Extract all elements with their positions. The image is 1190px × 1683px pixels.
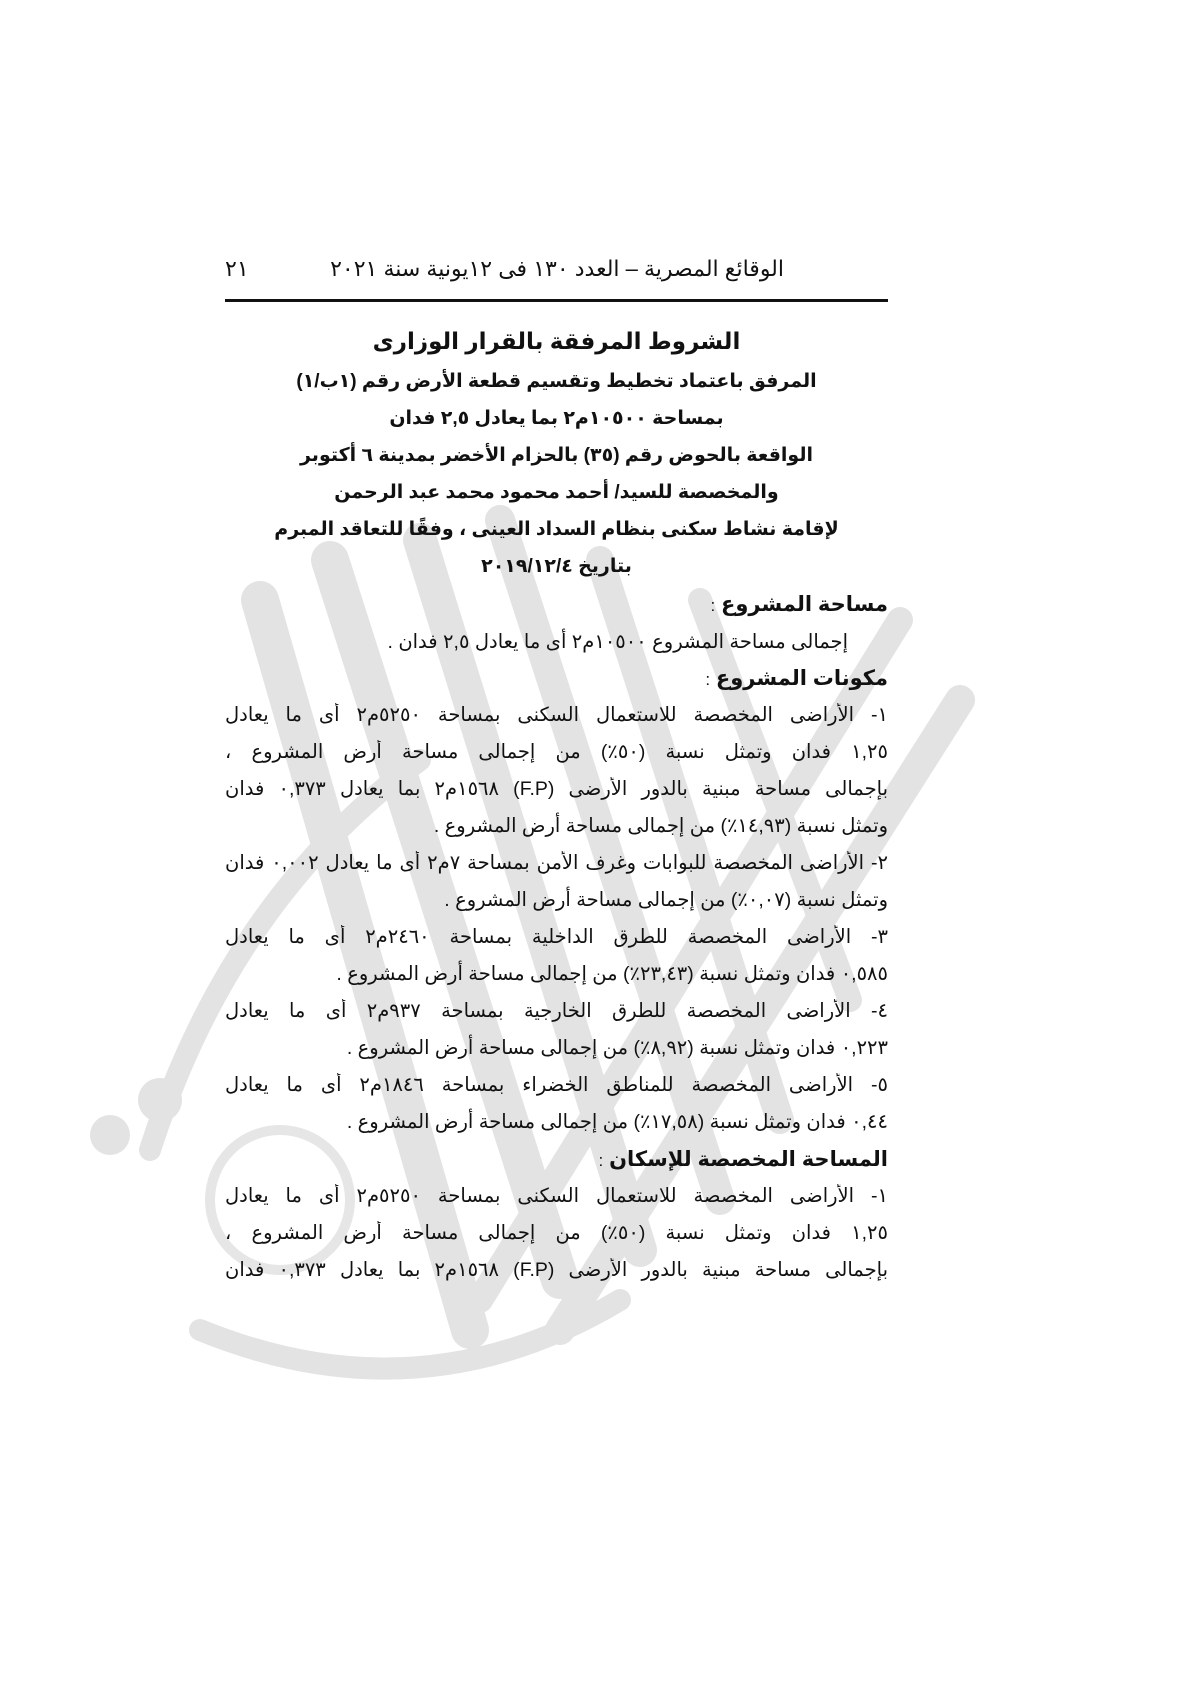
gazette-title: الوقائع المصرية – العدد ١٣٠ فى ١٢يونية سنة ٢٠٢١ (330, 256, 784, 281)
title-line: لإقامة نشاط سكنى بنظام السداد العينى ، وفقًا للتعاقد المبرم (274, 519, 839, 540)
page-header (225, 250, 888, 290)
heading-text: مساحة المشروع (721, 593, 888, 616)
section-heading-components (705, 666, 888, 691)
paragraph-line: ٠,٢٢٣ فدان وتمثل نسبة (٨,٩٢٪) من إجمالى مساحة أرض المشروع . (346, 1037, 888, 1059)
paragraph-line: ٢- الأراضى المخصصة للبوابات وغرف الأمن بمساحة ٧م٢ أى ما يعادل ٠,٠٠٢ فدان (225, 852, 888, 874)
paragraph-line: ٠,٤٤ فدان وتمثل نسبة (١٧,٥٨٪) من إجمالى مساحة أرض المشروع . (346, 1111, 888, 1133)
paragraph-line: ٣- الأراضى المخصصة للطرق الداخلية بمساحة ٢٤٦٠م٢ أى ما يعادل (225, 926, 888, 948)
paragraph-line: ٠,٥٨٥ فدان وتمثل نسبة (٢٣,٤٣٪) من إجمالى مساحة أرض المشروع . (336, 963, 888, 985)
section-heading-area (710, 592, 888, 617)
title-line: الواقعة بالحوض رقم (٣٥) بالحزام الأخضر بمدينة ٦ أكتوبر (299, 445, 813, 466)
header-rule (225, 299, 888, 302)
paragraph-line: ١- الأراضى المخصصة للاستعمال السكنى بمساحة ٥٢٥٠م٢ أى ما يعادل (225, 1185, 888, 1207)
paragraph-line: بإجمالى مساحة مبنية بالدور الأرضى (F.P) ١٥٦٨م٢ بما يعادل ٠,٣٧٣ فدان (225, 778, 888, 800)
paragraph-line: ٥- الأراضى المخصصة للمناطق الخضراء بمساحة ١٨٤٦م٢ أى ما يعادل (225, 1074, 888, 1096)
heading-text: المساحة المخصصة للإسكان (609, 1148, 888, 1171)
paragraph-line: ١,٢٥ فدان وتمثل نسبة (٥٠٪) من إجمالى مساحة أرض المشروع ، (225, 1222, 888, 1244)
paragraph-line: وتمثل نسبة (١٤,٩٣٪) من إجمالى مساحة أرض المشروع . (433, 815, 888, 837)
page-number: ٢١ (225, 256, 249, 281)
title-line: المرفق باعتماد تخطيط وتقسيم قطعة الأرض رقم (١ب/١) (296, 371, 817, 392)
title-line: والمخصصة للسيد/ أحمد محمود محمد عبد الرحمن (334, 482, 779, 503)
paragraph-line: وتمثل نسبة (٠,٠٧٪) من إجمالى مساحة أرض المشروع . (444, 889, 888, 911)
paragraph-line: ٤- الأراضى المخصصة للطرق الخارجية بمساحة ٩٣٧م٢ أى ما يعادل (225, 1000, 888, 1022)
paragraph-line: بإجمالى مساحة مبنية بالدور الأرضى (F.P) ١٥٦٨م٢ بما يعادل ٠,٣٧٣ فدان (225, 1259, 888, 1281)
paragraph-line: ١- الأراضى المخصصة للاستعمال السكنى بمساحة ٥٢٥٠م٢ أى ما يعادل (225, 704, 888, 726)
paragraph-line: إجمالى مساحة المشروع ١٠٥٠٠م٢ أى ما يعادل ٢,٥ فدان . (387, 631, 848, 653)
section-heading-housing (599, 1147, 888, 1172)
heading-colon: : (705, 670, 711, 689)
heading-text: مكونات المشروع (715, 667, 888, 690)
title-line: بمساحة ١٠٥٠٠م٢ بما يعادل ٢,٥ فدان (389, 408, 724, 429)
title-line: بتاريخ ٢٠١٩/١٢/٤ (481, 556, 632, 577)
paragraph-line: ١,٢٥ فدان وتمثل نسبة (٥٠٪) من إجمالى مساحة أرض المشروع ، (225, 741, 888, 763)
heading-colon: : (710, 596, 716, 615)
heading-colon: : (598, 1151, 604, 1170)
document-title: الشروط المرفقة بالقرار الوزارى (372, 328, 741, 354)
